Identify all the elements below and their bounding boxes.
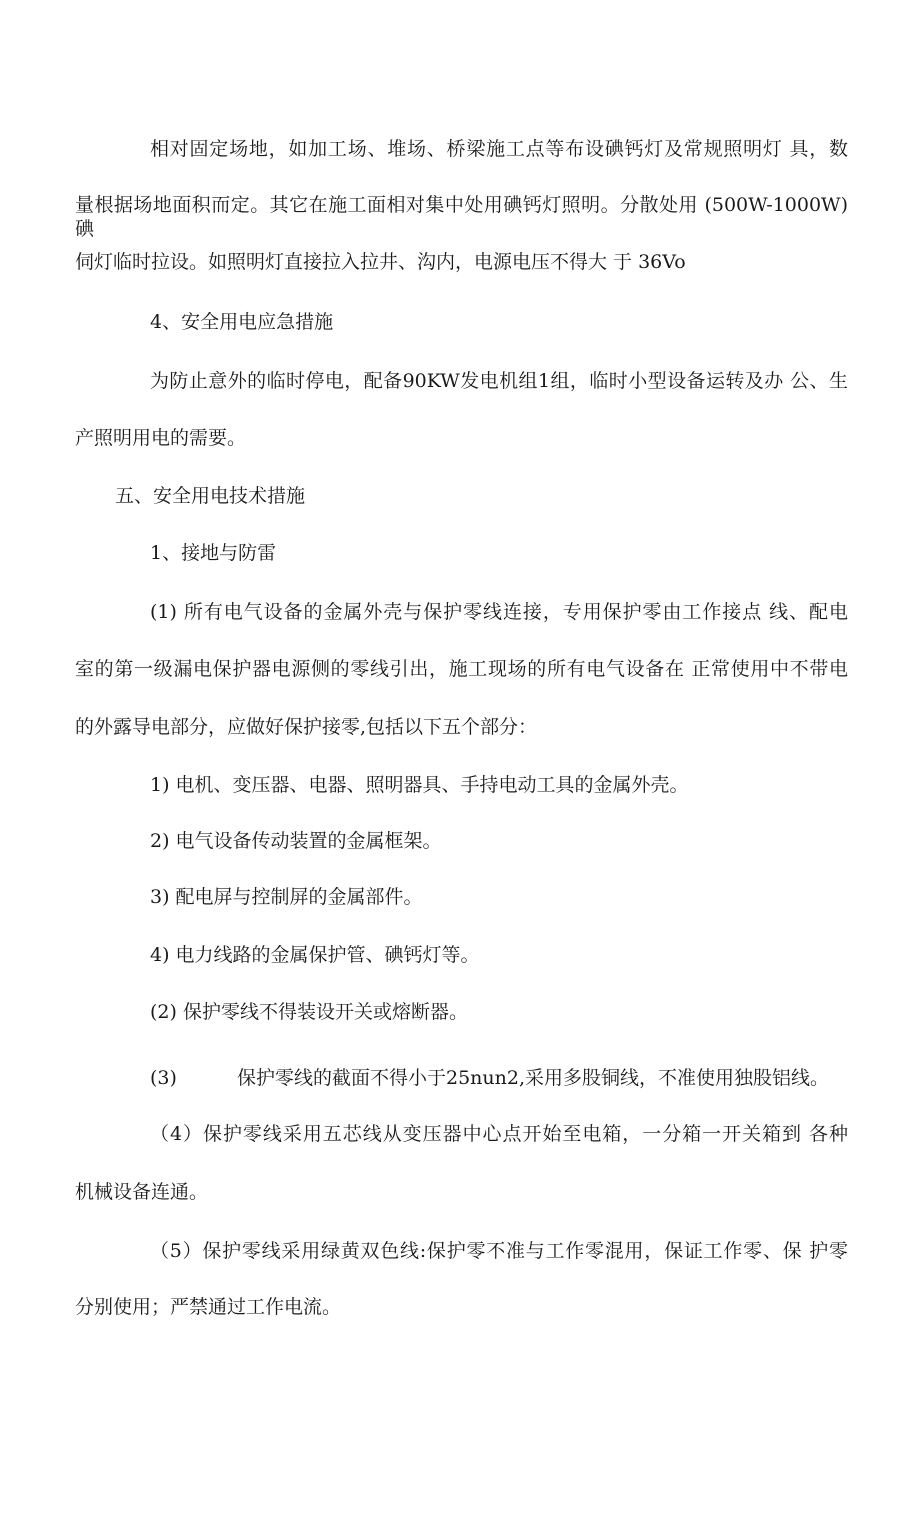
paragraph-line: 量根据场地面积而定。其它在施工面相对集中处用碘钙灯照明。分散处用 (500W-1000W)碘 <box>75 194 848 240</box>
list-item-text: 保护零线的截面不得小于25nun2,采用多股铜线，不准使用独股铝线。 <box>237 1067 830 1089</box>
section-heading: 4、安全用电应急措施 <box>150 311 334 333</box>
list-item: 2) 电气设备传动装置的金属框架。 <box>150 830 442 852</box>
paragraph-line: 的外露导电部分，应做好保护接零,包括以下五个部分： <box>75 716 538 738</box>
list-item: 3) 配电屏与控制屏的金属部件。 <box>150 886 423 908</box>
chapter-heading: 五、安全用电技术措施 <box>115 485 306 507</box>
paragraph-line: 室的第一级漏电保护器电源侧的零线引出，施工现场的所有电气设备在 正常使用中不带电 <box>75 658 848 680</box>
paragraph-line: 机械设备连通。 <box>75 1181 209 1203</box>
paragraph-line: 伺灯临时拉设。如照明灯直接拉入拉井、沟内，电源电压不得大 于 36Vo <box>75 251 686 273</box>
paragraph-line: 为防止意外的临时停电，配备90KW发电机组1组，临时小型设备运转及办 公、生 <box>150 370 848 392</box>
list-item: (2) 保护零线不得装设开关或熔断器。 <box>150 1001 468 1023</box>
paragraph-line: (1) 所有电气设备的金属外壳与保护零线连接，专用保护零由工作接点 线、配电 <box>150 601 848 623</box>
paragraph-line: 产照明用电的需要。 <box>75 427 247 449</box>
paragraph-line: 相对固定场地，如加工场、堆场、桥梁施工点等布设碘钙灯及常规照明灯 具，数 <box>150 138 848 160</box>
paragraph-line: （5）保护零线采用绿黄双色线:保护零不准与工作零混用，保证工作零、保 护零 <box>150 1240 848 1262</box>
list-item: 4) 电力线路的金属保护管、碘钙灯等。 <box>150 944 480 966</box>
list-item: 1) 电机、变压器、电器、照明器具、手持电动工具的金属外壳。 <box>150 774 689 796</box>
list-item-number: (3) <box>150 1067 177 1089</box>
paragraph-line: 分别使用；严禁通过工作电流。 <box>75 1296 342 1318</box>
section-heading: 1、接地与防雷 <box>150 542 277 564</box>
paragraph-line: （4）保护零线采用五芯线从变压器中心点开始至电箱，一分箱一开关箱到 各种 <box>150 1123 848 1145</box>
